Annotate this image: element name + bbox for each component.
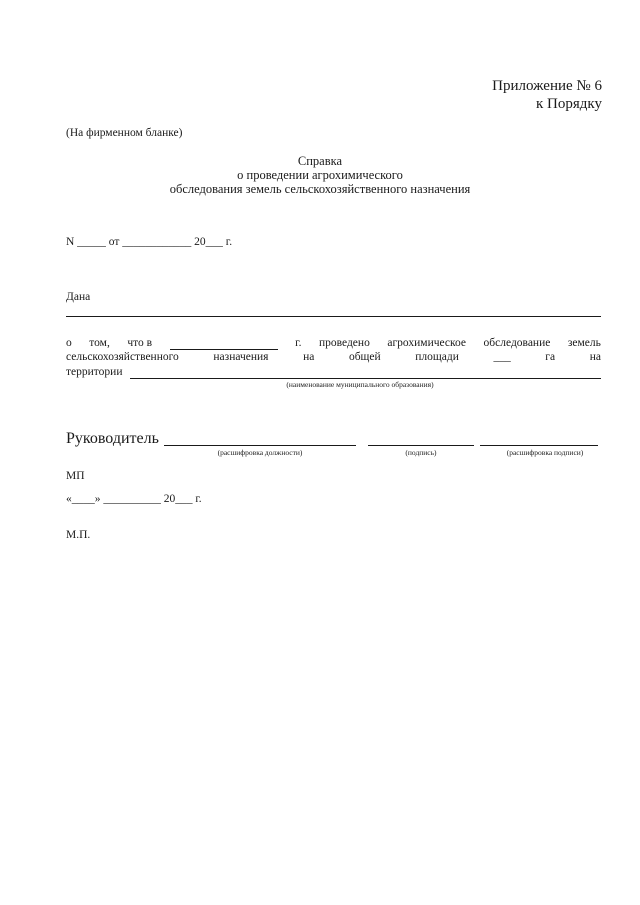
document-subtitle-2: обследования земель сельскохозяйственного назначения <box>169 182 471 196</box>
letterhead-note: (На фирменном бланке) <box>66 127 183 139</box>
signature-line <box>368 445 474 446</box>
year-blank-line <box>170 337 278 350</box>
body-word: назначения <box>213 351 269 363</box>
position-caption: (расшифровка должности) <box>217 448 303 457</box>
territory-line <box>130 378 601 379</box>
issued-to-line <box>66 316 601 317</box>
body-word: на <box>303 351 315 363</box>
head-label: Руководитель <box>66 430 159 447</box>
document-title: Справка <box>297 154 343 168</box>
document-number-line: N _____ от ____________ 20___ г. <box>66 236 233 248</box>
body-word: том, <box>89 337 110 349</box>
body-word: г. <box>295 337 302 349</box>
position-line <box>164 445 356 446</box>
body-word: га <box>545 351 556 363</box>
body-word: на <box>589 351 601 363</box>
body-word: что в <box>127 337 153 349</box>
body-word: земель <box>567 337 601 349</box>
document-subtitle-1: о проведении агрохимического <box>237 168 403 182</box>
signature-caption: (подпись) <box>405 448 437 457</box>
issued-to-label: Дана <box>66 291 91 303</box>
body-word: обследование <box>483 337 551 349</box>
municipality-caption: (наименование муниципального образования) <box>286 380 434 389</box>
body-word: общей <box>348 351 381 363</box>
body-line-2 <box>66 351 601 363</box>
body-line-1 <box>66 337 601 350</box>
body-word: проведено <box>318 337 370 349</box>
date-line: «____» __________ 20___ г. <box>66 493 202 505</box>
body-word: сельскохозяйственного <box>66 351 179 363</box>
stamp-mark-bottom: М.П. <box>66 529 91 541</box>
annex-order-ref: к Порядку <box>536 96 602 112</box>
stamp-mark: МП <box>66 470 85 482</box>
body-word: о <box>66 337 72 349</box>
body-word: площади <box>415 351 459 363</box>
area-blank: ___ <box>493 351 511 363</box>
territory-label: территории <box>66 366 123 378</box>
body-word: агрохимическое <box>387 337 467 349</box>
annex-number: Приложение № 6 <box>492 78 602 94</box>
name-caption: (расшифровка подписи) <box>506 448 584 457</box>
name-line <box>480 445 598 446</box>
